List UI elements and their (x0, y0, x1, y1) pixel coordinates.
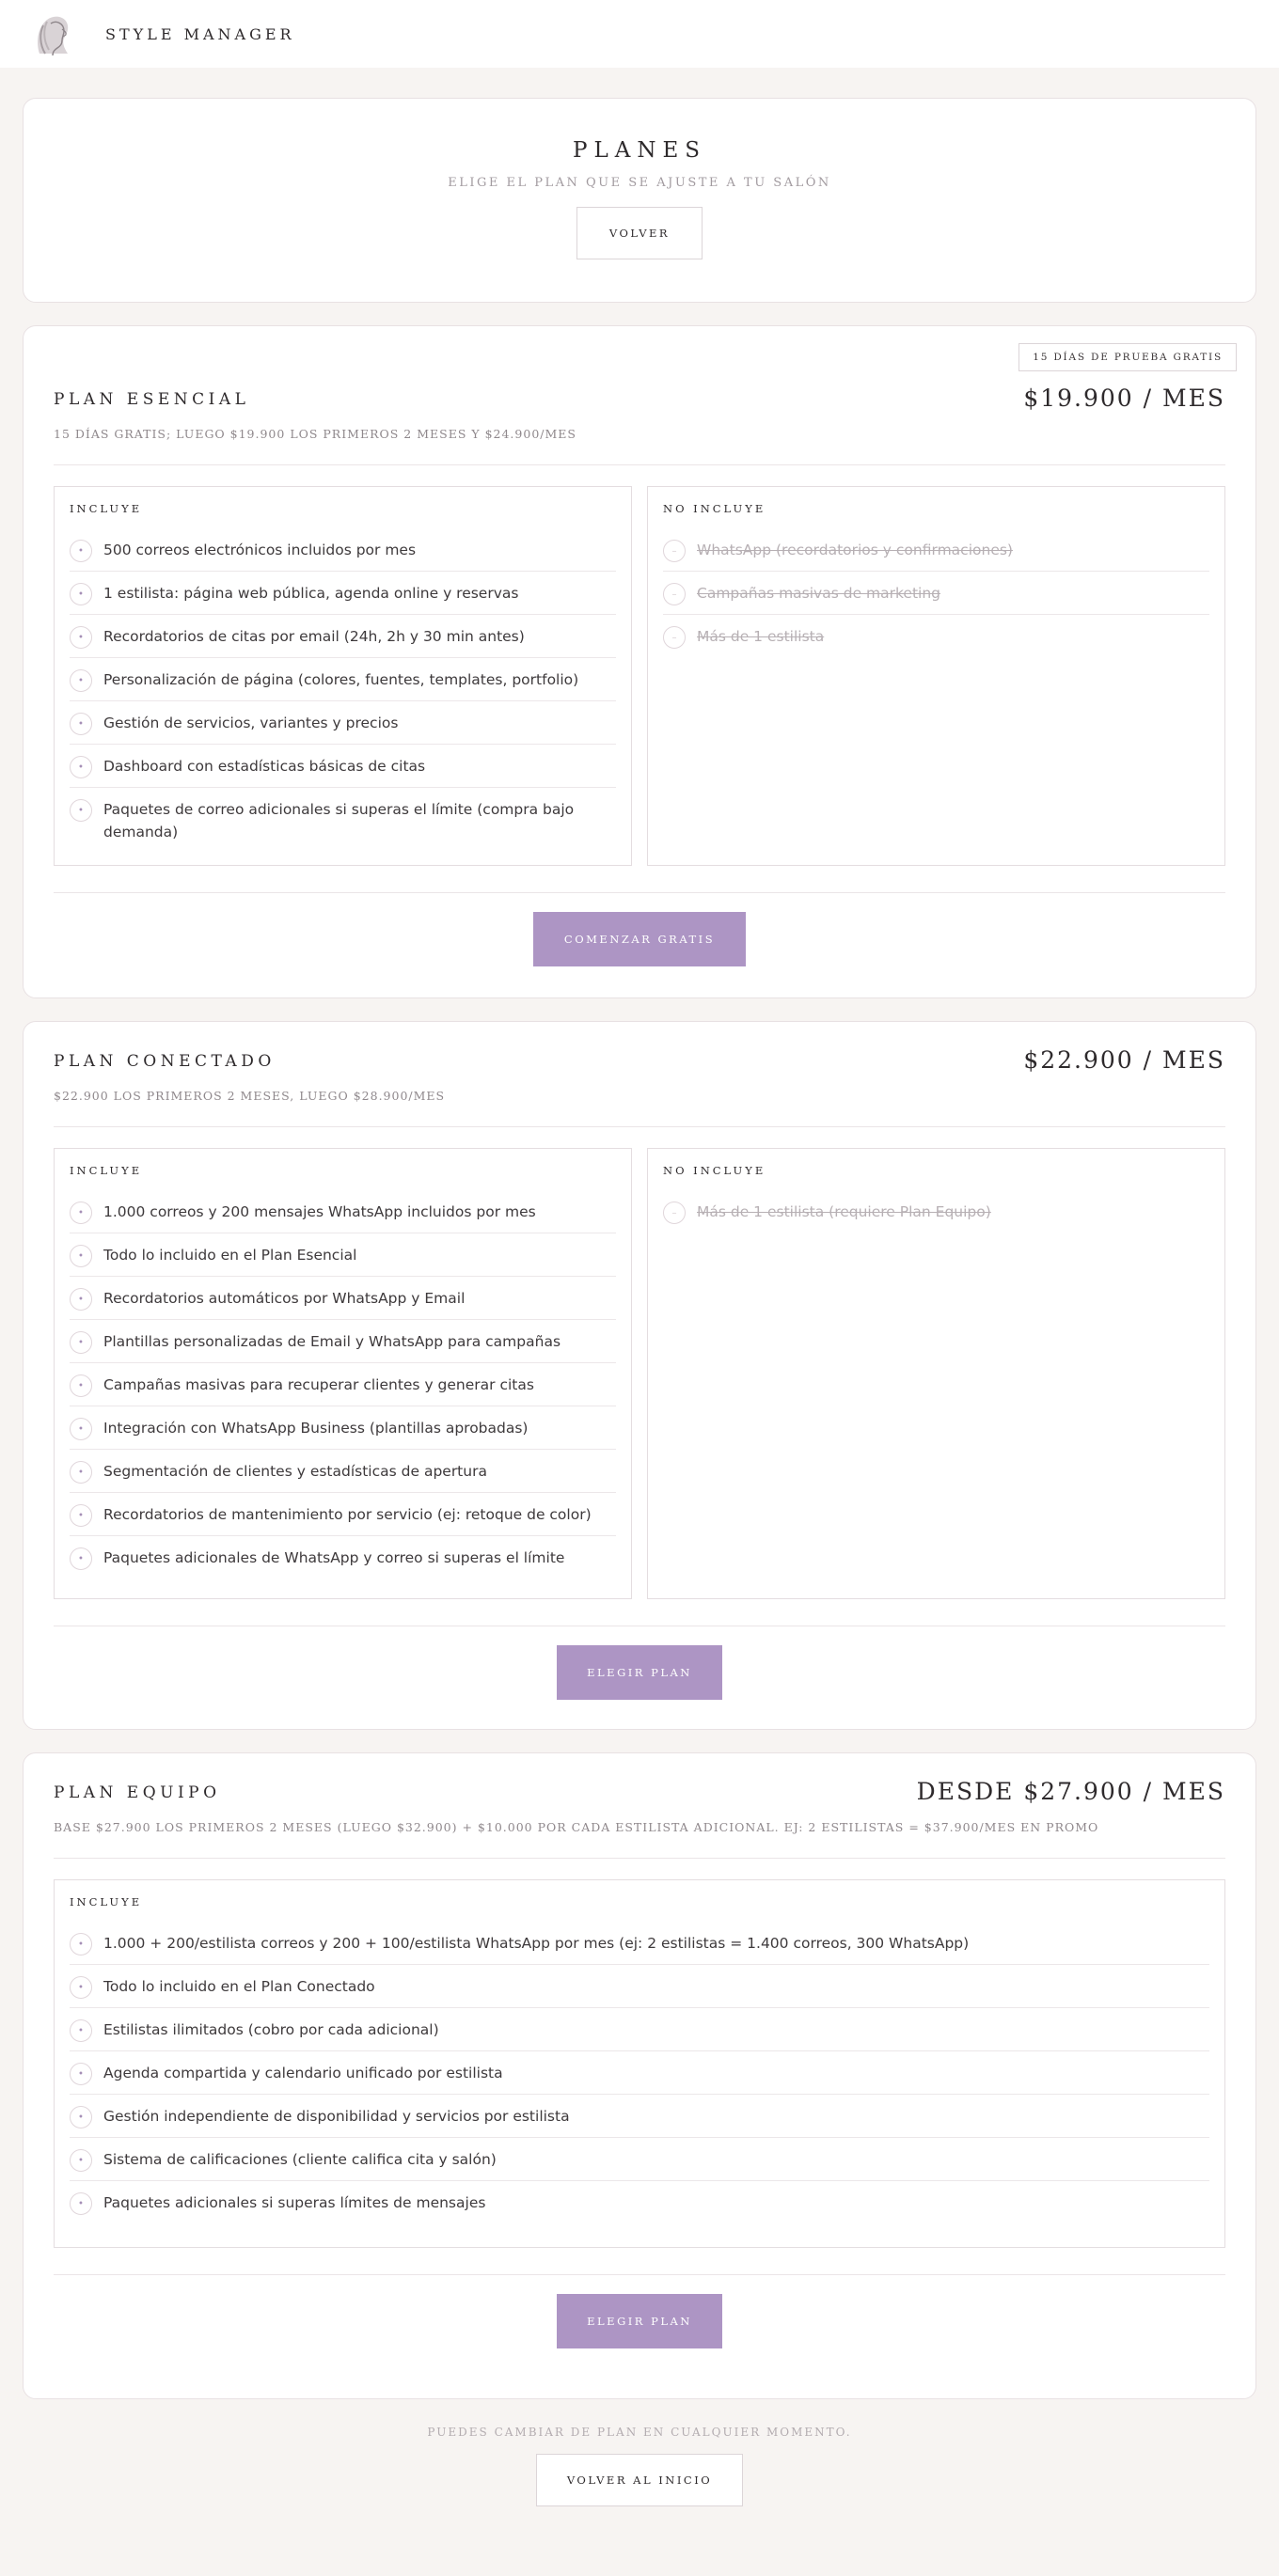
check-dot-icon: • (70, 669, 92, 692)
brand-name: STYLE MANAGER (105, 24, 295, 43)
excludes-column (647, 486, 1225, 866)
includes-column (54, 1879, 1225, 2248)
list-item (70, 701, 616, 745)
list-item (70, 1320, 616, 1363)
check-dot-icon: • (70, 626, 92, 649)
check-dot-icon: • (70, 756, 92, 778)
check-dot-icon: • (70, 2063, 92, 2085)
plan-title: PLAN EQUIPO (54, 1783, 221, 1802)
feature-text: 1 estilista: página web pública, agenda online y reservas (103, 585, 519, 602)
feature-text: Recordatorios de citas por email (24h, 2h y 30 min antes) (103, 628, 525, 645)
plan-features (54, 1148, 1225, 1599)
plan-subtitle: BASE $27.900 LOS PRIMEROS 2 MESES (LUEGO $32.900) + $10.000 POR CADA ESTILISTA ADICIONAL. EJ: 2 ESTILISTAS = $37.900/MES EN PROMO (54, 1820, 1099, 1834)
feature-text: Más de 1 estilista (requiere Plan Equipo) (697, 1203, 991, 1220)
plan-price: $22.900 / MES (1023, 1046, 1225, 1074)
minus-dot-icon: – (663, 1202, 686, 1224)
plan-header (54, 1753, 1225, 1805)
list-item (70, 1922, 1209, 1965)
feature-text: Recordatorios automáticos por WhatsApp y Email (103, 1290, 466, 1307)
check-dot-icon: • (70, 1245, 92, 1267)
list-item (663, 528, 1209, 572)
list-item (70, 615, 616, 658)
page-title: PLANES (572, 138, 707, 163)
includes-title: INCLUYE (70, 502, 143, 515)
feature-text: Paquetes adicionales si superas límites de mensajes (103, 2194, 486, 2211)
feature-text: Agenda compartida y calendario unificado por estilista (103, 2065, 503, 2081)
minus-dot-icon: – (663, 626, 686, 649)
check-dot-icon: • (70, 1331, 92, 1354)
cta-row (54, 912, 1225, 966)
list-item (70, 2051, 1209, 2095)
list-item (70, 745, 616, 788)
plan-subtitle: $22.900 LOS PRIMEROS 2 MESES, LUEGO $28.900/MES (54, 1089, 446, 1103)
list-item (70, 1233, 616, 1277)
plan-card-conectado (23, 1021, 1256, 1730)
list-item (70, 658, 616, 701)
feature-text: Sistema de calificaciones (cliente califica cita y salón) (103, 2151, 497, 2168)
list-item (663, 615, 1209, 658)
list-item (70, 572, 616, 615)
list-item (70, 1536, 616, 1579)
list-item (70, 528, 616, 572)
minus-dot-icon: – (663, 583, 686, 605)
check-dot-icon: • (70, 713, 92, 735)
feature-text: Paquetes adicionales de WhatsApp y correo si superas el límite (103, 1549, 565, 1566)
list-item (70, 1493, 616, 1536)
divider (54, 1126, 1225, 1127)
list-item (70, 2008, 1209, 2051)
choose-plan-button[interactable]: ELEGIR PLAN (557, 1645, 722, 1700)
list-item (663, 572, 1209, 615)
main-content (23, 98, 1256, 2544)
excludes-title: NO INCLUYE (663, 502, 766, 515)
divider (54, 1858, 1225, 1859)
trial-badge: 15 DÍAS DE PRUEBA GRATIS (1018, 343, 1237, 371)
start-free-button[interactable]: COMENZAR GRATIS (533, 912, 746, 966)
check-dot-icon: • (70, 1202, 92, 1224)
plan-title: PLAN ESENCIAL (54, 390, 250, 409)
feature-text: 1.000 correos y 200 mensajes WhatsApp incluidos por mes (103, 1203, 536, 1220)
minus-dot-icon: – (663, 540, 686, 562)
check-dot-icon: • (70, 1504, 92, 1527)
page-subtitle: ELIGE EL PLAN QUE SE AJUSTE A TU SALÓN (448, 176, 831, 190)
divider (54, 2274, 1225, 2275)
plans-hero (23, 98, 1256, 303)
check-dot-icon: • (70, 2106, 92, 2128)
list-item (70, 1190, 616, 1233)
list-item (663, 1190, 1209, 1233)
back-home-button[interactable]: VOLVER AL INICIO (536, 2454, 743, 2506)
plan-features (54, 486, 1225, 866)
includes-title: INCLUYE (70, 1895, 143, 1908)
check-dot-icon: • (70, 2192, 92, 2215)
plan-price: $19.900 / MES (1023, 385, 1225, 412)
check-dot-icon: • (70, 1288, 92, 1311)
top-bar (0, 0, 1279, 68)
feature-text: WhatsApp (recordatorios y confirmaciones) (697, 542, 1013, 558)
cta-row (54, 2294, 1225, 2348)
excludes-title: NO INCLUYE (663, 1164, 766, 1177)
feature-text: Personalización de página (colores, fuentes, templates, portfolio) (103, 671, 579, 688)
bottom-spacer (23, 2506, 1256, 2544)
feature-text: Gestión de servicios, variantes y precios (103, 715, 399, 731)
feature-text: Más de 1 estilista (697, 628, 825, 645)
list-item (70, 1363, 616, 1406)
feature-text: Todo lo incluido en el Plan Esencial (103, 1247, 357, 1264)
check-dot-icon: • (70, 2149, 92, 2172)
check-dot-icon: • (70, 1418, 92, 1440)
choose-plan-button[interactable]: ELEGIR PLAN (557, 2294, 722, 2348)
feature-text: Dashboard con estadísticas básicas de citas (103, 758, 426, 775)
logo-icon[interactable] (26, 7, 81, 61)
check-dot-icon: • (70, 540, 92, 562)
plan-header (54, 1022, 1225, 1074)
feature-text: Plantillas personalizadas de Email y WhatsApp para campañas (103, 1333, 561, 1350)
feature-text: Todo lo incluido en el Plan Conectado (103, 1978, 375, 1995)
plan-card-esencial (23, 325, 1256, 998)
divider (54, 892, 1225, 893)
cta-row (54, 1645, 1225, 1700)
check-dot-icon: • (70, 2019, 92, 2042)
list-item (70, 788, 616, 851)
includes-title: INCLUYE (70, 1164, 143, 1177)
list-item (70, 1406, 616, 1450)
feature-text: Campañas masivas para recuperar clientes y generar citas (103, 1376, 534, 1393)
back-button[interactable]: VOLVER (576, 207, 703, 259)
feature-text: 500 correos electrónicos incluidos por mes (103, 542, 417, 558)
plan-features (54, 1879, 1225, 2248)
list-item (70, 1965, 1209, 2008)
includes-column (54, 486, 632, 866)
feature-text: Gestión independiente de disponibilidad y servicios por estilista (103, 2108, 570, 2125)
change-plan-note: PUEDES CAMBIAR DE PLAN EN CUALQUIER MOMENTO. (427, 2426, 852, 2439)
plan-subtitle: 15 DÍAS GRATIS; LUEGO $19.900 LOS PRIMEROS 2 MESES Y $24.900/MES (54, 427, 576, 441)
feature-text: Recordatorios de mantenimiento por servicio (ej: retoque de color) (103, 1506, 592, 1523)
check-dot-icon: • (70, 1933, 92, 1956)
check-dot-icon: • (70, 1547, 92, 1570)
list-item (70, 2181, 1209, 2224)
feature-text: Segmentación de clientes y estadísticas de apertura (103, 1463, 487, 1480)
feature-text: Campañas masivas de marketing (697, 585, 941, 602)
feature-text: Integración con WhatsApp Business (plantillas aprobadas) (103, 1420, 529, 1437)
footer-actions (23, 2454, 1256, 2506)
check-dot-icon: • (70, 1374, 92, 1397)
check-dot-icon: • (70, 583, 92, 605)
feature-text: Paquetes de correo adicionales si superas el límite (compra bajo demanda) (103, 801, 575, 840)
check-dot-icon: • (70, 1461, 92, 1484)
excludes-column (647, 1148, 1225, 1599)
plan-price: DESDE $27.900 / MES (916, 1778, 1225, 1805)
divider (54, 464, 1225, 465)
plan-title: PLAN CONECTADO (54, 1052, 276, 1071)
feature-text: 1.000 + 200/estilista correos y 200 + 100/estilista WhatsApp por mes (ej: 2 estilistas = 1.400 correos, 300 WhatsApp) (103, 1935, 970, 1952)
list-item (70, 1450, 616, 1493)
list-item (70, 2138, 1209, 2181)
plan-card-equipo (23, 1752, 1256, 2399)
check-dot-icon: • (70, 1976, 92, 1999)
list-item (70, 2095, 1209, 2138)
includes-column (54, 1148, 632, 1599)
list-item (70, 1277, 616, 1320)
feature-text: Estilistas ilimitados (cobro por cada adicional) (103, 2021, 439, 2038)
check-dot-icon: • (70, 799, 92, 822)
